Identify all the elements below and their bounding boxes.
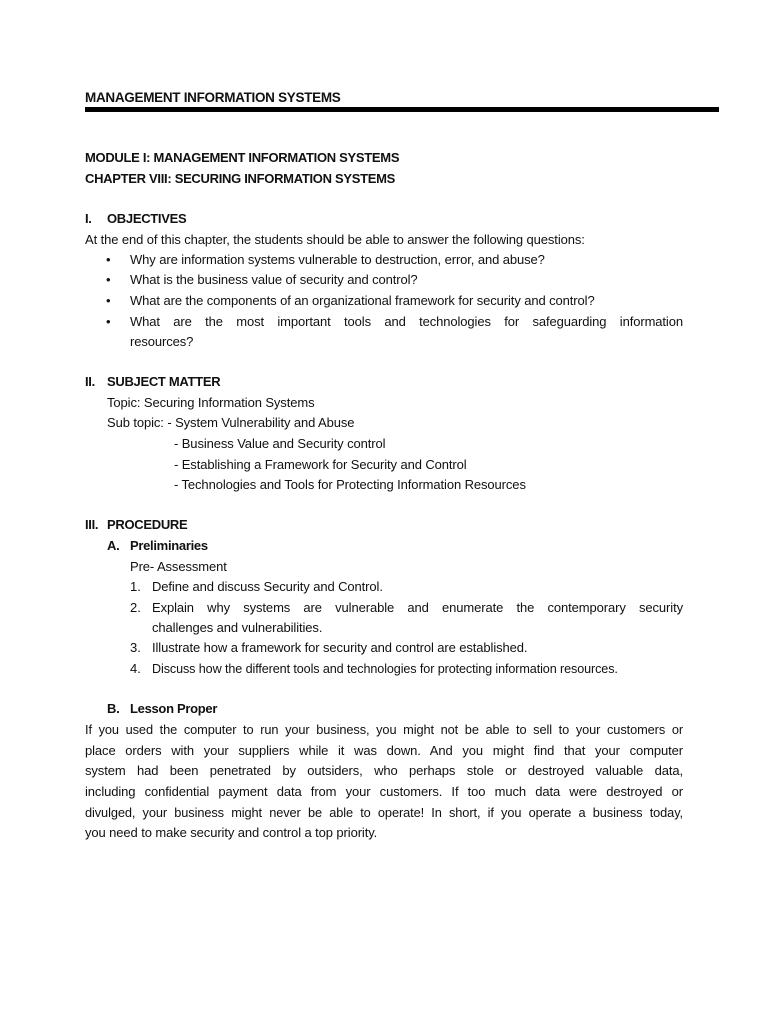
objectives-intro: At the end of this chapter, the students should be able to answer the following questions: <box>85 232 585 247</box>
objective-item: What is the business value of security and control? <box>130 272 418 287</box>
list-number: 3. <box>130 640 141 655</box>
subtopic-line: - Business Value and Security control <box>174 436 386 451</box>
objective-item-continuation: resources? <box>130 334 194 349</box>
lesson-paragraph-line: divulged, your business might never be able to operate! In short, if you operate a business today, <box>85 805 683 820</box>
lesson-paragraph-line: system had been penetrated by outsiders, who perhaps stole or destroyed valuable data, <box>85 763 683 778</box>
list-number: 4. <box>130 661 141 676</box>
preliminary-item: Discuss how the different tools and technologies for protecting information resources. <box>152 662 618 676</box>
subsection-letter-preliminaries: A. <box>107 538 120 553</box>
bullet-icon: • <box>106 252 111 267</box>
module-title: MODULE I: MANAGEMENT INFORMATION SYSTEMS <box>85 150 400 165</box>
preliminary-item-continuation: challenges and vulnerabilities. <box>152 620 323 635</box>
lesson-paragraph-line: you need to make security and control a top priority. <box>85 825 378 840</box>
section-numeral-subject-matter: II. <box>85 374 95 389</box>
section-heading-procedure: PROCEDURE <box>107 517 188 532</box>
preliminary-item: Explain why systems are vulnerable and enumerate the contemporary security <box>152 600 683 615</box>
bullet-icon: • <box>106 293 111 308</box>
chapter-title: CHAPTER VIII: SECURING INFORMATION SYSTEMS <box>85 171 396 186</box>
section-heading-subject-matter: SUBJECT MATTER <box>107 374 221 389</box>
subsection-heading-preliminaries: Preliminaries <box>130 538 208 553</box>
list-number: 2. <box>130 600 141 615</box>
subtopic-line: Sub topic: - System Vulnerability and Abuse <box>107 415 355 430</box>
document-header-title: MANAGEMENT INFORMATION SYSTEMS <box>85 90 341 105</box>
lesson-paragraph-line: including confidential payment data from your customers. If too much data were destroyed or <box>85 784 683 799</box>
section-numeral-objectives: I. <box>85 211 92 226</box>
subtopic-line: - Establishing a Framework for Security and Control <box>174 457 467 472</box>
list-number: 1. <box>130 579 141 594</box>
subsection-heading-lesson-proper: Lesson Proper <box>130 701 218 716</box>
pre-assessment-label: Pre- Assessment <box>130 559 227 574</box>
lesson-paragraph-line: If you used the computer to run your business, you might not be able to sell to your customers or <box>85 722 683 737</box>
objective-item: What are the most important tools and technologies for safeguarding information <box>130 314 683 329</box>
section-numeral-procedure: III. <box>85 517 99 532</box>
lesson-paragraph-line: place orders with your suppliers while it was down. And you might find that your computer <box>85 743 683 758</box>
section-heading-objectives: OBJECTIVES <box>107 211 187 226</box>
objective-item: Why are information systems vulnerable to destruction, error, and abuse? <box>130 252 545 267</box>
topic-line: Topic: Securing Information Systems <box>107 395 315 410</box>
subtopic-line: - Technologies and Tools for Protecting Information Resources <box>174 477 526 492</box>
subsection-letter-lesson-proper: B. <box>107 701 120 716</box>
bullet-icon: • <box>106 272 111 287</box>
preliminary-item: Define and discuss Security and Control. <box>152 579 383 594</box>
objective-item: What are the components of an organizational framework for security and control? <box>130 293 595 308</box>
bullet-icon: • <box>106 314 111 329</box>
preliminary-item: Illustrate how a framework for security and control are established. <box>152 640 528 655</box>
header-rule <box>85 107 719 112</box>
